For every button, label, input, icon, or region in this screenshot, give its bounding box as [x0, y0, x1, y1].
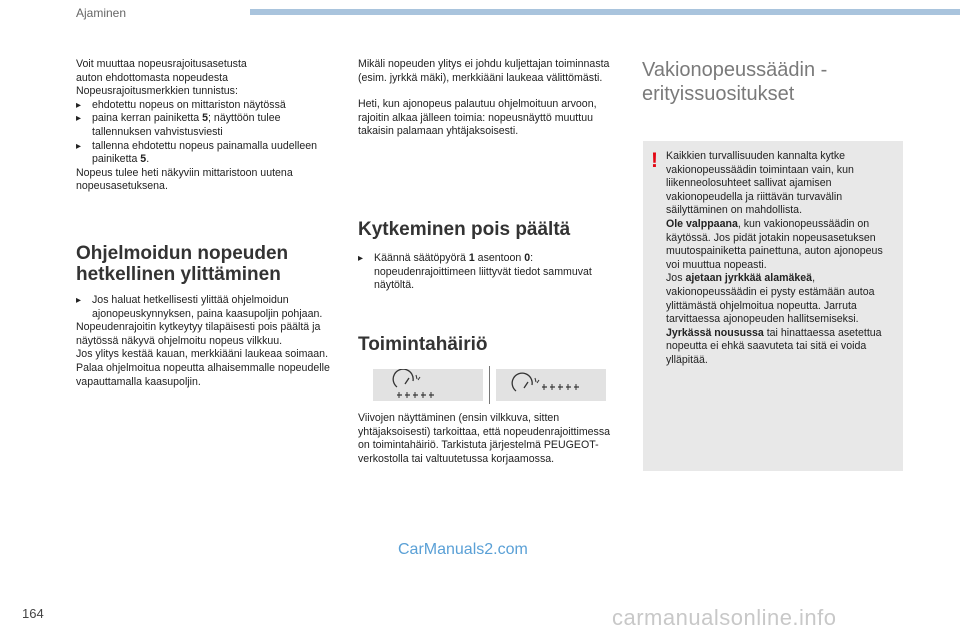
speed-limiter-dashes-icon — [496, 369, 606, 401]
emphasis: Ole valppaana — [666, 217, 738, 230]
warning-paragraph — [666, 327, 892, 368]
text-run: ; näyttöön tulee tallennuksen vahvistusviesti — [92, 112, 281, 138]
text-run: , vakionopeussäädin ei pysty estämään autoa ylittämästä ohjelmoitua nopeutta. Jarruta tarvittaessa ajonopeuden hallitsemiseksi. — [666, 272, 875, 326]
paragraph: Jos ylitys kestää kauan, merkkiääni laukeaa soimaan. — [76, 348, 329, 361]
watermark-link[interactable]: CarManuals2.com — [398, 541, 528, 558]
triangle-bullet-icon: ▸ — [76, 140, 82, 152]
list-item — [76, 294, 332, 321]
speed-limiter-dashes-icon — [373, 369, 483, 401]
header-accent-bar — [250, 9, 960, 15]
intro-line: auton ehdottomasta nopeudesta — [76, 71, 228, 84]
paragraph: Viivojen näyttäminen (ensin vilkkuva, sitten yhtäjaksoisesti) tarkoittaa, että nopeudenrajoittimessa on toimintahäiriö. Tarkistuta järjestelmä PEUGEOT-verkostolla tai valtuutetussa korjaamossa. — [358, 412, 611, 465]
figure-divider — [489, 366, 490, 404]
text-run: paina kerran painiketta — [92, 112, 203, 125]
section-label: Ajaminen — [76, 6, 127, 20]
button-number: 5 — [202, 112, 209, 125]
list-item — [358, 252, 620, 293]
list-item-text: ehdotettu nopeus on mittariston näytössä — [92, 98, 286, 111]
column-2-top — [358, 58, 620, 139]
column-1 — [76, 58, 332, 194]
list-item-text — [92, 112, 332, 139]
page-number: 164 — [22, 606, 44, 621]
text-run: , kun vakionopeussäädin on käytössä. Jos pidät jotakin nopeusasetuksen muutospainiketta painettuna, auton ajonopeus voi muuttua nopeasti. — [666, 217, 883, 271]
speed-limiter-blinking-figure — [373, 369, 483, 401]
outro-paragraph: Nopeus tulee heti näkyviin mittaristoon uutena nopeusasetuksena. — [76, 166, 293, 193]
footer-url[interactable]: carmanualsonline.info — [612, 605, 837, 630]
list-item — [76, 140, 332, 167]
warning-paragraph — [666, 218, 892, 272]
section-heading-switch-off: Kytkeminen pois päältä — [358, 219, 571, 240]
list-item-text: Jos haluat hetkellisesti ylittää ohjelmoidun ajonopeuskynnyksen, paina kaasupoljin pohjaan. — [92, 294, 323, 320]
paragraph: Nopeudenrajoitin kytkeytyy tilapäisesti pois päältä ja näytössä näkyvä ohjelmoitu nopeus vilkkuu. — [76, 321, 321, 347]
triangle-bullet-icon: ▸ — [76, 295, 82, 306]
triangle-bullet-icon: ▸ — [358, 253, 364, 264]
column-2-mid — [358, 252, 620, 293]
paragraph: Heti, kun ajonopeus palautuu ohjelmoituun arvoon, rajoitin alkaa jälleen toimia: nopeusnäyttö muuttuu takaisin palamaan yhtäjaksoisesti. — [358, 98, 597, 138]
paragraph: Palaa ohjelmoitua nopeutta alhaisemmalle nopeudelle vapauttamalla kaasupoljin. — [76, 361, 330, 388]
list-item — [76, 112, 332, 139]
text-run: Jos — [666, 272, 686, 285]
list-item — [76, 99, 332, 113]
column-1-lower — [76, 294, 332, 389]
paragraph: Mikäli nopeuden ylitys ei johdu kuljettajan toiminnasta (esim. jyrkkä mäki), merkkiääni laukeaa välittömästi. — [358, 58, 610, 84]
emphasis: ajetaan jyrkkää alamäkeä — [685, 272, 813, 285]
triangle-bullet-icon: ▸ — [76, 113, 82, 125]
section-heading-exceeding: Ohjelmoidun nopeuden hetkellinen ylittäminen — [76, 243, 289, 285]
warning-paragraph: Kaikkien turvallisuuden kannalta kytke vakionopeussäädin toimintaan vain, kun liikenneolosuhteet sallivat ajamisen vakionopeudella ja riittävän turvavälin säilyttäminen on mahdollista. — [666, 150, 854, 217]
list-item-text — [374, 252, 620, 293]
speed-limiter-steady-figure — [496, 369, 606, 401]
emphasis: Jyrkässä nousussa — [666, 326, 764, 339]
button-number: 5 — [140, 153, 147, 166]
text-run: Käännä säätöpyörä — [374, 252, 469, 264]
page-title: Vakionopeussäädin - erityissuositukset — [642, 59, 828, 105]
text-run: tai hinattaessa asetettua nopeutta ei ehkä saavuteta tai sitä ei voida ylläpitää. — [666, 326, 882, 366]
warning-text — [666, 150, 892, 368]
text-run: : nopeudenrajoittimeen liittyvät tiedot sammuvat näytöltä. — [374, 252, 592, 292]
warning-exclamation-icon: ! — [651, 149, 658, 172]
list-item-text — [92, 140, 332, 167]
text-run: tallenna ehdotettu nopeus painamalla uudelleen painiketta — [92, 139, 318, 166]
text-run: asentoon — [474, 252, 525, 264]
section-heading-malfunction: Toimintahäiriö — [358, 334, 488, 355]
intro-line: Voit muuttaa nopeusrajoitusasetusta — [76, 58, 247, 70]
text-run: . — [146, 153, 150, 166]
triangle-bullet-icon: ▸ — [76, 99, 82, 111]
position-number: 0 — [524, 252, 531, 264]
wheel-number: 1 — [468, 252, 475, 264]
warning-paragraph — [666, 272, 892, 326]
column-2-bottom — [358, 412, 620, 466]
intro-line: Nopeusrajoitusmerkkien tunnistus: — [76, 85, 238, 98]
